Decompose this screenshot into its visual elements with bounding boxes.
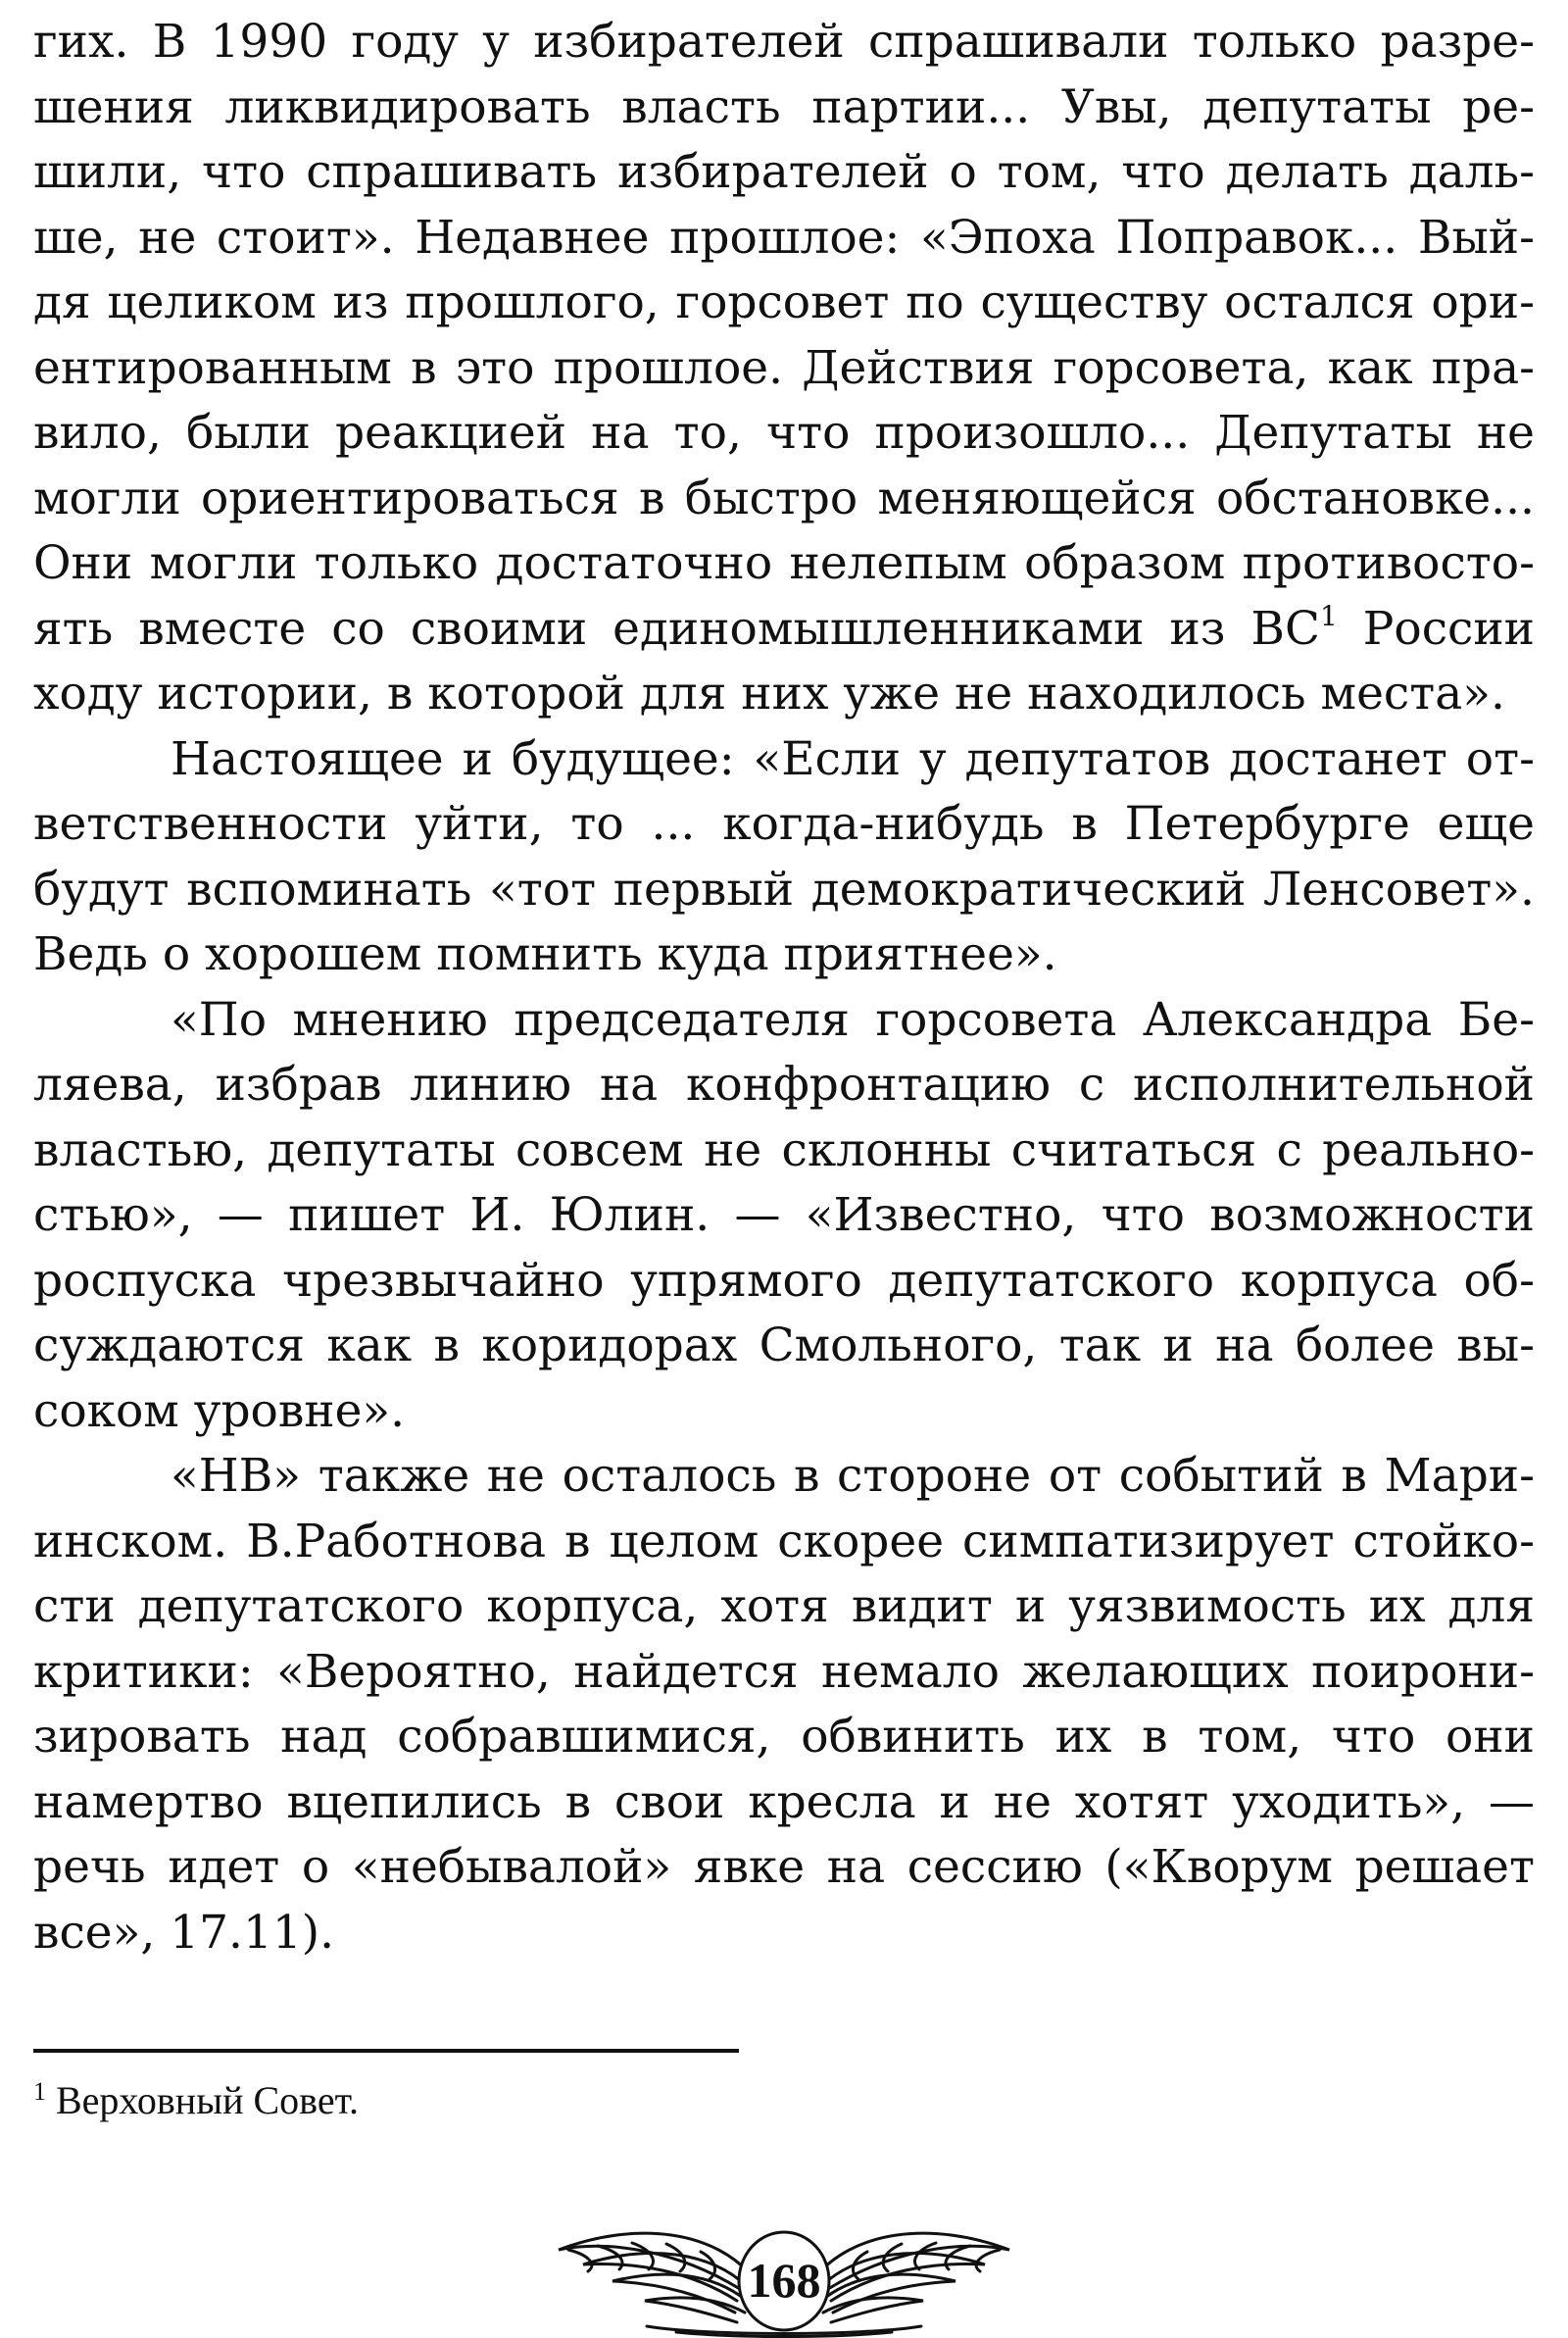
paragraph-4: «НВ» также не осталось в стороне от событий в Мариинском. В.Работнова в целом скорее симпатизирует стойкости депутатского корпуса, хотя видит и уязвимость их для критики: «Вероятно, найдется немало желающих поиронизировать над собравшимися, обвинить их в том, что они намертво вцепились в свои кресла и не хотят уходить», — речь идет о «небывалой» явке на сессию («Кворум решает все», 17.11). [33, 1449, 1535, 1960]
footnote-text: Верховный Совет. [56, 2078, 360, 2122]
paragraph-3: «По мнению председателя горсовета Александра Беляева, избрав линию на конфронтацию с исполнительной властью, депутаты совсем не склонны считаться с реальностью», — пишет И. Юлин. — «Известно, что возможности роспуска чрезвычайно упрямого депутатского корпуса обсуждаются как в коридорах Смольного, так и на более высоком уровне». [33, 992, 1535, 1438]
paragraph-2: Настоящее и будущее: «Если у депутатов достанет ответственности уйти, то ... когда-нибудь в Петербурге еще будут вспоминать «тот первый демократический Ленсовет». Ведь о хорошем помнить куда приятнее». [33, 731, 1535, 981]
paragraph-1-text-continued: России ходу истории, в которой для них уже не находилось места». [33, 601, 1535, 721]
page-number: 168 [747, 2253, 821, 2308]
paragraph-1 [33, 10, 1535, 727]
footnote-reference[interactable]: 1 [1319, 599, 1338, 632]
footnote-marker: 1 [33, 2076, 46, 2106]
footnote-divider [33, 2049, 739, 2053]
footnote [33, 2076, 359, 2125]
paragraph-1-text: гих. В 1990 году у избирателей спрашивали только разрешения ликвидировать власть партии... Увы, депутаты решили, что спрашивать избирателей о том, что делать дальше, не стоит». Недавнее прошлое: «Эпоха Поправок... Выйдя целиком из прошлого, горсовет по существу остался ориентированным в это прошлое. Действия горсовета, как правило, были реакцией на то, что произошло... Депутаты не могли ориентироваться в быстро меняющейся обстановке... Они могли только достаточно нелепым образом противостоять вместе со своими единомышленниками из ВС [33, 15, 1535, 656]
page-body [33, 10, 1535, 1965]
